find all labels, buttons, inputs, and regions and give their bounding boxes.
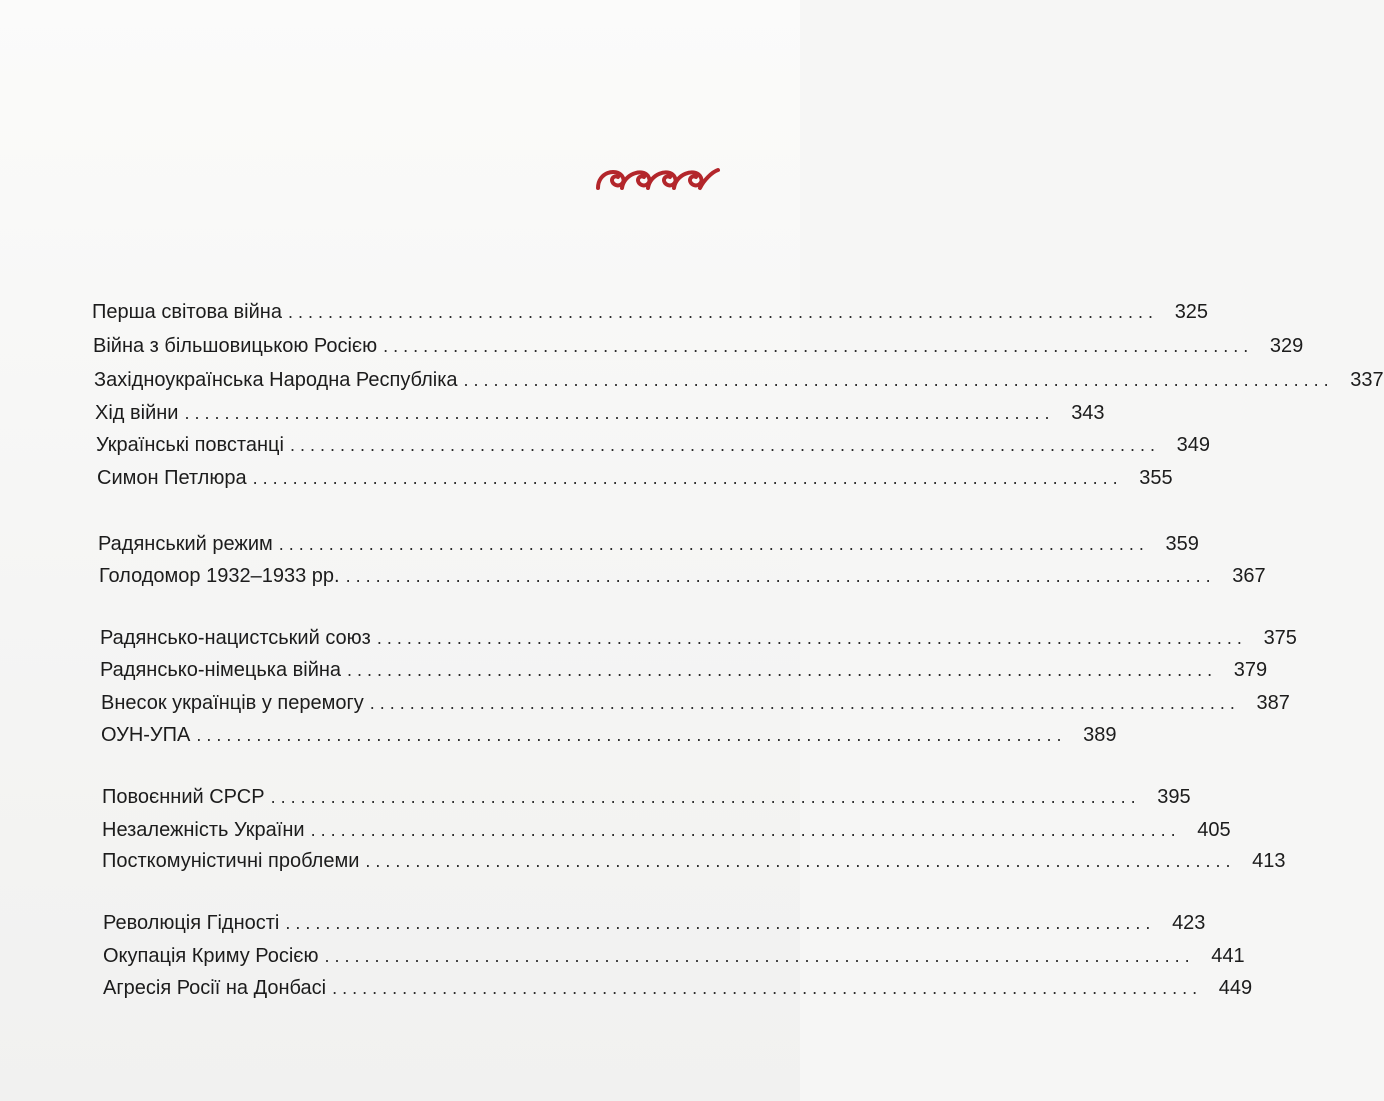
toc-entry-page: 389 bbox=[1083, 724, 1117, 746]
toc-entry-page: 395 bbox=[1157, 786, 1191, 808]
toc-entry-title: Революція Гідності bbox=[103, 912, 280, 934]
dot-leader: ....................................................................................... bbox=[184, 403, 1055, 423]
toc-entry-title: Внесок українців у перемогу bbox=[101, 692, 364, 714]
toc-entry-page: 387 bbox=[1256, 692, 1290, 714]
dot-leader: ....................................................................................... bbox=[365, 851, 1236, 871]
toc-entry-page: 441 bbox=[1211, 945, 1245, 967]
dot-leader: ....................................................................................... bbox=[347, 660, 1218, 680]
toc-entry-page: 355 bbox=[1139, 467, 1173, 489]
toc-entry-title: Агресія Росії на Донбасі bbox=[103, 977, 327, 999]
toc-entry-title: Окупація Криму Росією bbox=[103, 945, 319, 967]
toc-entry-page: 359 bbox=[1165, 533, 1199, 555]
toc-entry-page: 367 bbox=[1232, 565, 1266, 587]
toc-entry-page: 375 bbox=[1263, 627, 1297, 649]
toc-entry-title: Радянський режим bbox=[98, 533, 273, 555]
toc-entry-page: 329 bbox=[1269, 335, 1304, 357]
toc-entry-title: Голодомор 1932–1933 рр. bbox=[99, 565, 340, 587]
toc-entry-title: Повоєнний СРСР bbox=[102, 786, 265, 808]
dot-leader: ....................................................................................... bbox=[345, 566, 1216, 586]
dot-leader: ....................................................................................... bbox=[369, 693, 1240, 713]
dot-leader: ....................................................................................... bbox=[278, 534, 1149, 554]
dot-leader: ....................................................................................... bbox=[289, 435, 1161, 455]
toc-entry-title: Незалежність України bbox=[102, 819, 305, 841]
toc-entry-title: Перша світова війна bbox=[92, 301, 282, 323]
toc-entry-page: 449 bbox=[1218, 977, 1253, 999]
toc-entry[interactable] bbox=[98, 529, 1199, 559]
toc-entry-title: Західноукраїнська Народна Республіка bbox=[94, 369, 458, 391]
toc-entry-title: Симон Петлюра bbox=[97, 467, 247, 489]
toc-entry[interactable] bbox=[102, 846, 1286, 876]
toc-entry-page: 343 bbox=[1071, 402, 1105, 424]
toc-entry[interactable] bbox=[100, 655, 1268, 685]
toc-entry-page: 405 bbox=[1197, 819, 1231, 841]
toc-entry-page: 349 bbox=[1176, 434, 1211, 456]
toc-entry[interactable] bbox=[93, 331, 1304, 361]
toc-entry-title: Посткомуністичні проблеми bbox=[102, 850, 360, 872]
dot-leader: ....................................................................................... bbox=[310, 820, 1181, 840]
dot-leader: ....................................................................................... bbox=[196, 725, 1067, 745]
dot-leader: ....................................................................................... bbox=[285, 913, 1156, 933]
toc-entry-title: Радянсько-німецька війна bbox=[100, 659, 342, 681]
toc-entry[interactable] bbox=[101, 720, 1117, 750]
dot-leader: ....................................................................................... bbox=[383, 336, 1254, 356]
toc-entry-title: ОУН-УПА bbox=[101, 724, 191, 746]
dot-leader: ....................................................................................... bbox=[324, 946, 1195, 966]
toc-entry[interactable] bbox=[100, 623, 1297, 653]
toc-entry[interactable] bbox=[97, 463, 1173, 493]
dot-leader: ....................................................................................... bbox=[376, 628, 1247, 648]
dot-leader: ....................................................................................... bbox=[252, 468, 1123, 488]
toc-entry[interactable] bbox=[102, 815, 1231, 845]
toc-entry[interactable] bbox=[92, 297, 1209, 327]
toc-entry-page: 379 bbox=[1233, 659, 1268, 681]
dot-leader: ....................................................................................... bbox=[463, 370, 1334, 390]
toc-entry-page: 413 bbox=[1252, 850, 1286, 872]
dot-leader: ....................................................................................... bbox=[287, 302, 1159, 322]
toc-entry[interactable] bbox=[96, 430, 1211, 460]
toc-entry-page: 337 bbox=[1350, 369, 1384, 391]
toc-entry-title: Українські повстанці bbox=[96, 434, 284, 456]
toc-entry-title: Хід війни bbox=[95, 402, 179, 424]
toc-entry-title: Війна з більшовицькою Росією bbox=[93, 335, 378, 357]
toc-entry-page: 423 bbox=[1172, 912, 1206, 934]
dot-leader: ....................................................................................... bbox=[270, 787, 1141, 807]
toc-entry[interactable] bbox=[103, 941, 1245, 971]
toc-entry[interactable] bbox=[103, 973, 1253, 1003]
toc-entry-page: 325 bbox=[1174, 301, 1209, 323]
toc-entry[interactable] bbox=[99, 561, 1266, 591]
toc-entry[interactable] bbox=[101, 688, 1290, 718]
toc-entry[interactable] bbox=[94, 365, 1384, 395]
toc-entry-title: Радянсько-нацистський союз bbox=[100, 627, 371, 649]
dot-leader: ....................................................................................... bbox=[332, 978, 1203, 998]
toc-entry[interactable] bbox=[102, 782, 1191, 812]
toc-entry[interactable] bbox=[103, 908, 1206, 938]
toc-entry[interactable] bbox=[95, 398, 1105, 428]
